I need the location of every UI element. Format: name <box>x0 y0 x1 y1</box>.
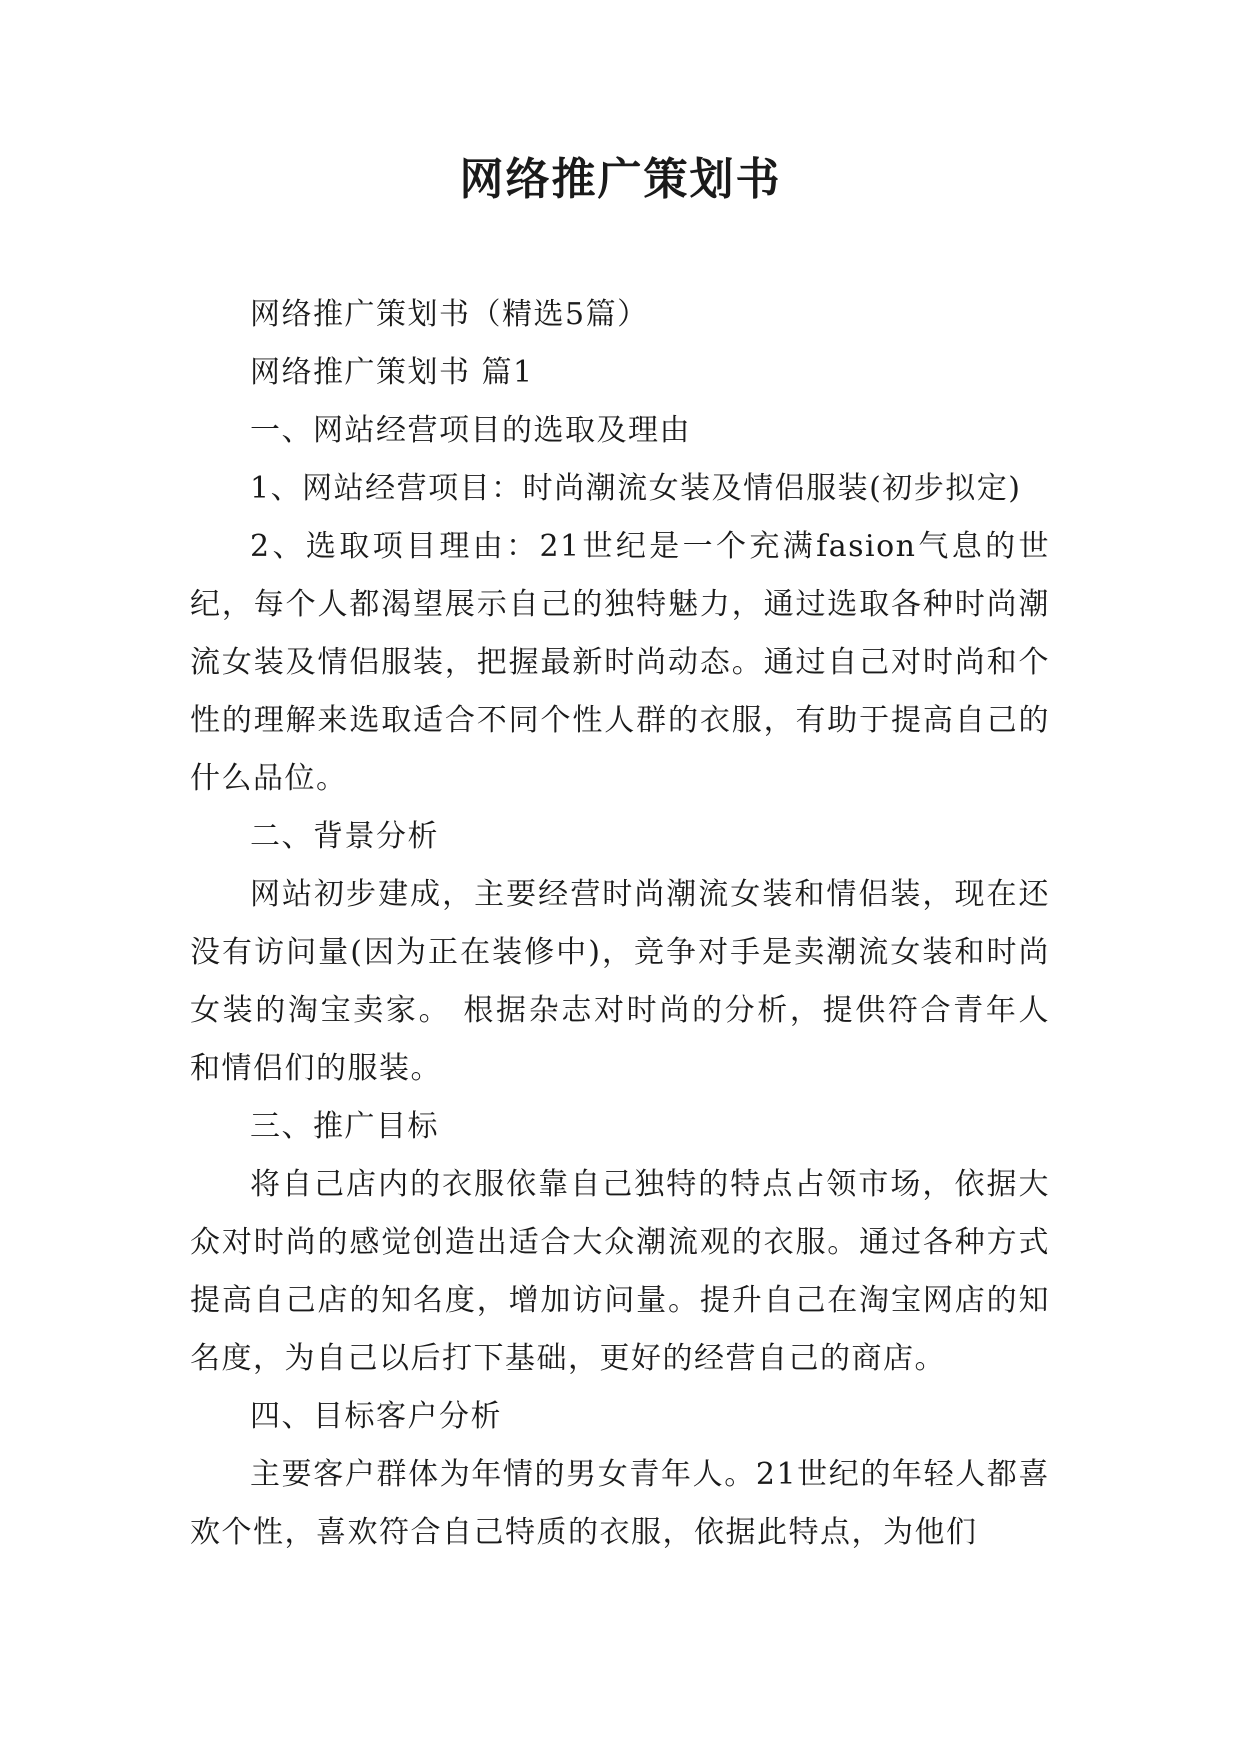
paragraph-article-heading: 网络推广策划书 篇1 <box>250 355 534 390</box>
section-heading-4: 四、目标客户分析 <box>250 1399 502 1434</box>
section-heading-2: 二、背景分析 <box>250 819 439 854</box>
paragraph-project-reason: 2、选取项目理由：21世纪是一个充满fasion气息的世纪，每个人都渴望展示自己的独特魅力，通过选取各种时尚潮流女装及情侣服装，把握最新时尚动态。通过自己对时尚和个性的理解来选取适合不同个性人群的衣服，有助于提高自己的什么品位。 <box>190 529 1050 796</box>
section-heading-1: 一、网站经营项目的选取及理由 <box>250 413 691 448</box>
paragraph-target-customers: 主要客户群体为年情的男女青年人。21世纪的年轻人都喜欢个性，喜欢符合自己特质的衣服，依据此特点，为他们 <box>190 1457 1050 1550</box>
document-title: 网络推广策划书 <box>459 154 782 205</box>
section-heading-3: 三、推广目标 <box>250 1109 439 1144</box>
paragraph-background: 网站初步建成，主要经营时尚潮流女装和情侣装，现在还没有访问量(因为正在装修中)，竞争对手是卖潮流女装和时尚女装的淘宝卖家。 根据杂志对时尚的分析，提供符合青年人和情侣们的服装。 <box>190 877 1050 1086</box>
paragraph-project: 1、网站经营项目：时尚潮流女装及情侣服装(初步拟定) <box>250 471 1022 506</box>
document-body <box>190 286 1050 1562</box>
paragraph-goals: 将自己店内的衣服依靠自己独特的特点占领市场，依据大众对时尚的感觉创造出适合大众潮流观的衣服。通过各种方式提高自己店的知名度，增加访问量。提升自己在淘宝网店的知名度，为自己以后打下基础，更好的经营自己的商店。 <box>190 1167 1050 1376</box>
paragraph-collection-title: 网络推广策划书（精选5篇） <box>250 297 649 332</box>
